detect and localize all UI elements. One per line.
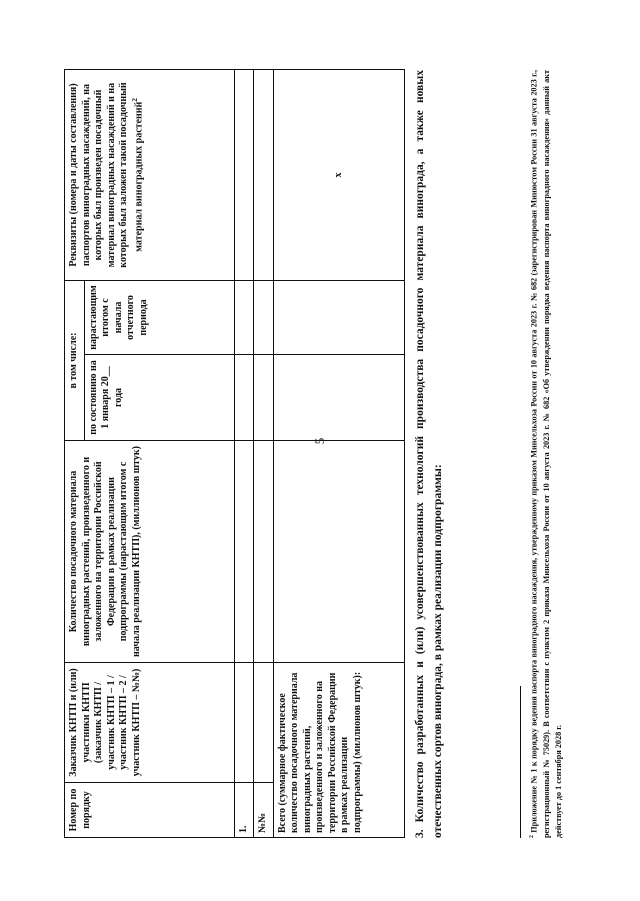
row-2-requisites bbox=[254, 70, 274, 281]
footnote-text: Приложение № 1 к порядку ведения паспорта виноградного насаждения, утвержденному приказом Минсельхоза России от 10 августа 2023 г. № 682 (зарегистрирован Минюстом России 31 августа 2023 г., регистрационный № 75029). В соответствии с пунктом 2 приказа Минсельхоза России от 10 августа 2023 г. № 682 «Об утверждении порядка ведения паспорта виноградного насаждения» данный акт действует до 1 сентября 2028 г. bbox=[529, 69, 563, 838]
total-requisites: x bbox=[273, 70, 405, 281]
row-1-as-of bbox=[234, 355, 254, 441]
section-3-heading: 3. Количество разработанных и (или) усовершенствованных технологий производства посадочного материала винограда, а также новых отечественных сортов винограда, в рамках реализации подпрограммы: bbox=[414, 70, 444, 838]
header-row-number: Номер по порядку bbox=[65, 783, 235, 838]
row-1-cumulative bbox=[234, 281, 254, 355]
row-2-participant bbox=[254, 663, 274, 783]
row-1-participant bbox=[234, 663, 254, 783]
footnote-marker: 2 bbox=[529, 835, 535, 838]
header-including: в том числе: bbox=[65, 281, 85, 441]
header-cumulative: нарастающим итогом с начала отчетного периода bbox=[84, 281, 234, 355]
page-number: 5 bbox=[312, 437, 327, 445]
row-1-number: 1. bbox=[234, 783, 254, 838]
row-1-quantity bbox=[234, 441, 254, 663]
header-as-of-date: по состоянию на 1 января 20__ года bbox=[84, 355, 234, 441]
row-2-quantity bbox=[254, 441, 274, 663]
total-label: Всего (суммарное фактическое количество посадочного материала виноградных растений, произведенного и заложенного на территории Российской Федерации в рамках реализации подпрограммы) (миллионов штук): bbox=[273, 663, 405, 838]
row-1-requisites bbox=[234, 70, 254, 281]
footnote bbox=[528, 70, 564, 838]
footnote-divider bbox=[520, 686, 521, 838]
header-participants: Заказчик КНТП и (или) участники КНТП (заказчик КНТП / участник КНТП – 1 / участник КНТП – 2 / участник КНТП – №№) bbox=[65, 663, 235, 783]
header-requisites-text: Реквизиты (номера и даты составления) паспортов виноградных насаждений, на которых был произведен посадочный материал виноградных насаждений и на которых был заложен такой посадочный материал виноградных растений bbox=[68, 82, 144, 268]
row-2-number: №№ bbox=[254, 783, 274, 838]
report-table bbox=[64, 69, 405, 838]
header-requisites bbox=[65, 70, 235, 281]
footnote-ref: 2 bbox=[130, 98, 139, 102]
total-as-of bbox=[273, 355, 405, 441]
total-cumulative bbox=[273, 281, 405, 355]
header-quantity: Количество посадочного материала виноградных растений, произведенного и заложенного на территории Российской Федерации в рамках реализации подпрограммы (нарастающим итогом с начала реализации КНТП), (миллионов штук) bbox=[65, 441, 235, 663]
total-quantity bbox=[273, 441, 405, 663]
row-2-as-of bbox=[254, 355, 274, 441]
row-2-cumulative bbox=[254, 281, 274, 355]
